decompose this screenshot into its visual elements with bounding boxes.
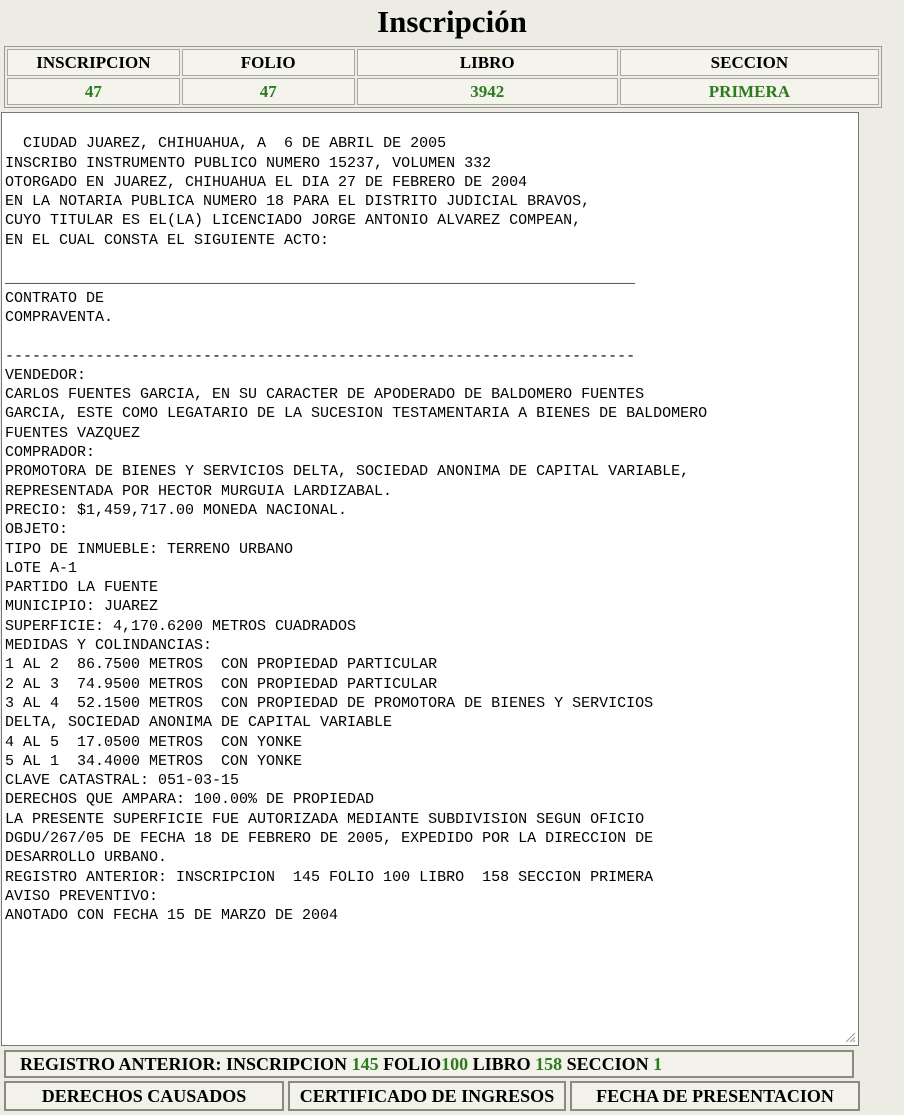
registro-inscripcion-value: 145	[351, 1054, 379, 1074]
libro-value: 3942	[357, 78, 618, 105]
seccion-label: SECCION	[620, 49, 879, 76]
header-labels-row	[7, 49, 879, 76]
registro-folio-value: 100	[441, 1054, 469, 1074]
registro-seccion-value: 1	[653, 1054, 663, 1074]
derechos-causados-button[interactable]: DERECHOS CAUSADOS	[4, 1081, 284, 1111]
folio-label: FOLIO	[182, 49, 355, 76]
seccion-value: PRIMERA	[620, 78, 879, 105]
resize-grip-icon[interactable]	[844, 1031, 856, 1043]
inscription-textarea[interactable]	[1, 112, 859, 1046]
registro-seccion-label: SECCION	[566, 1054, 649, 1074]
inscripcion-label: INSCRIPCION	[7, 49, 180, 76]
registro-libro-value: 158	[535, 1054, 563, 1074]
page-title: Inscripción	[377, 4, 527, 39]
inscription-text: CIUDAD JUAREZ, CHIHUAHUA, A 6 DE ABRIL DE 2005 INSCRIBO INSTRUMENTO PUBLICO NUMERO 15237, VOLUMEN 332 OTORGADO EN JUAREZ, CHIHUAHUA EL DIA 27 DE FEBRERO DE 2004 EN LA NOTARIA PUBLICA NUMERO 18 PARA EL DISTRITO JUDICIAL BRAVOS, CUYO TITULAR ES EL(LA) LICENCIADO JORGE ANTONIO ALVAREZ COMPEAN, EN EL CUAL CONSTA EL SIGUIENTE ACTO: ______________________________________________________________________ CONTRATO DE COMPRAVENTA. ---------------------------------------------------------------------- VENDEDOR: CARLOS FUENTES GARCIA, EN SU CARACTER DE APODERADO DE BALDOMERO FUENTES GARCIA, ESTE COMO LEGATARIO DE LA SUCESION TESTAMENTARIA A BIENES DE BALDOMERO FUENTES VAZQUEZ COMPRADOR: PROMOTORA DE BIENES Y SERVICIOS DELTA, SOCIEDAD ANONIMA DE CAPITAL VARIABLE, REPRESENTADA POR HECTOR MURGUIA LARDIZABAL. PRECIO: $1,459,717.00 MONEDA NACIONAL. OBJETO: TIPO DE INMUEBLE: TERRENO URBANO LOTE A-1 PARTIDO LA FUENTE MUNICIPIO: JUAREZ SUPERFICIE: 4,170.6200 METROS CUADRADOS MEDIDAS Y COLINDANCIAS: 1 AL 2 86.7500 METROS CON PROPIEDAD PARTICULAR 2 AL 3 74.9500 METROS CON PROPIEDAD PARTICULAR 3 AL 4 52.1500 METROS CON PROPIEDAD DE PROMOTORA DE BIENES Y SERVICIOS DELTA, SOCIEDAD ANONIMA DE CAPITAL VARIABLE 4 AL 5 17.0500 METROS CON YONKE 5 AL 1 34.4000 METROS CON YONKE CLAVE CATASTRAL: 051-03-15 DERECHOS QUE AMPARA: 100.00% DE PROPIEDAD LA PRESENTE SUPERFICIE FUE AUTORIZADA MEDIANTE SUBDIVISION SEGUN OFICIO DGDU/267/05 DE FECHA 18 DE FEBRERO DE 2005, EXPEDIDO POR LA DIRECCION DE DESARROLLO URBANO. REGISTRO ANTERIOR: INSCRIPCION 145 FOLIO 100 LIBRO 158 SECCION PRIMERA AVISO PREVENTIVO: ANOTADO CON FECHA 15 DE MARZO DE 2004	[5, 135, 708, 925]
registro-libro-label: LIBRO	[472, 1054, 531, 1074]
fecha-presentacion-button[interactable]: FECHA DE PRESENTACION	[570, 1081, 860, 1111]
inscripcion-value: 47	[7, 78, 180, 105]
inscription-header-table	[4, 46, 882, 108]
certificado-ingresos-button[interactable]: CERTIFICADO DE INGRESOS	[288, 1081, 566, 1111]
header-values-row	[7, 78, 879, 105]
libro-label: LIBRO	[357, 49, 618, 76]
registro-anterior-label: REGISTRO ANTERIOR: INSCRIPCION	[20, 1054, 348, 1074]
registro-anterior-bar	[4, 1050, 854, 1078]
folio-value: 47	[182, 78, 355, 105]
bottom-buttons	[4, 1081, 860, 1111]
registro-folio-label: FOLIO	[383, 1054, 442, 1074]
